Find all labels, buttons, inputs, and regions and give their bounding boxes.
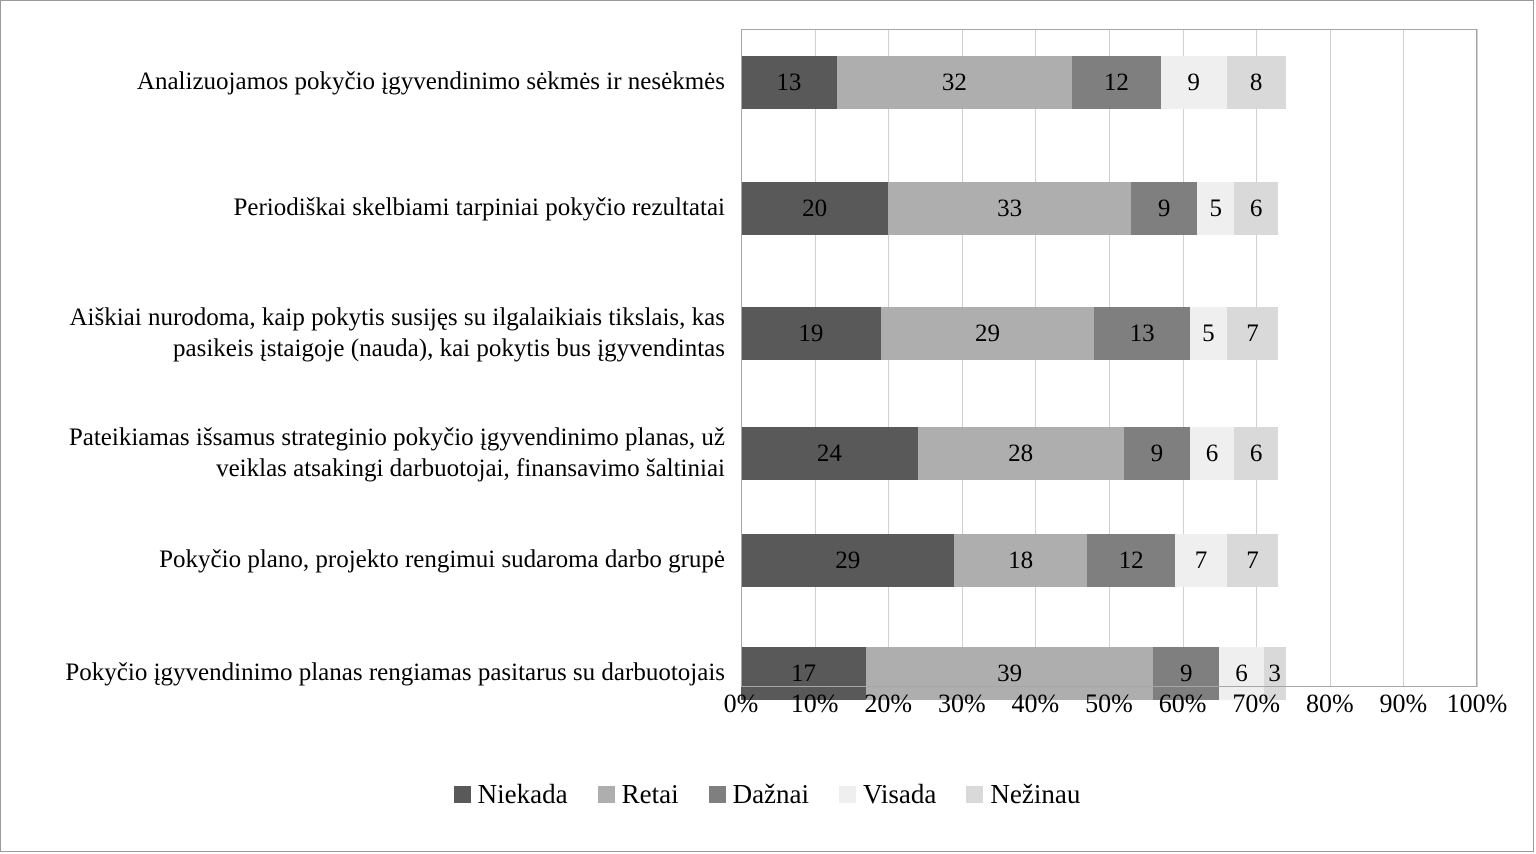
bar-segment: 24 — [741, 427, 918, 480]
x-tick-label: 80% — [1305, 689, 1354, 718]
bar-segment: 8 — [1227, 56, 1286, 109]
legend-item[interactable] — [598, 781, 679, 808]
legend-item[interactable] — [454, 781, 568, 808]
bar-rows — [741, 29, 1477, 687]
bar-segment: 32 — [837, 56, 1073, 109]
bar-segment: 29 — [881, 307, 1094, 360]
legend-label: Dažnai — [732, 779, 810, 809]
x-tick-label: 70% — [1232, 689, 1281, 718]
legend-swatch-icon — [598, 786, 615, 803]
x-tick-label: 60% — [1158, 689, 1207, 718]
bar-segment: 7 — [1175, 534, 1227, 587]
bar-segment: 6 — [1190, 427, 1234, 480]
bar-segment: 29 — [741, 534, 954, 587]
bar-segment: 17 — [741, 647, 866, 700]
category-label: Periodiškai skelbiami tarpiniai pokyčio rezultatai — [233, 194, 725, 221]
x-tick-label: 40% — [1011, 689, 1060, 718]
bar-segment: 39 — [866, 647, 1153, 700]
legend-swatch-icon — [454, 786, 471, 803]
bar-segment: 12 — [1072, 56, 1160, 109]
bar-segment: 6 — [1234, 427, 1278, 480]
category-label: Analizuojamos pokyčio įgyvendinimo sėkmės ir nesėkmės — [136, 68, 725, 95]
bar-segment: 18 — [954, 534, 1086, 587]
bar-row — [741, 56, 1477, 109]
legend-item[interactable] — [709, 781, 809, 808]
bar-segment: 13 — [1094, 307, 1190, 360]
bar-segment: 13 — [741, 56, 837, 109]
bar-row — [741, 534, 1477, 587]
bar-segment: 9 — [1131, 182, 1197, 235]
bar-segment: 3 — [1264, 647, 1286, 700]
plot-area — [741, 29, 1477, 687]
legend-swatch-icon — [966, 786, 983, 803]
legend-label: Niekada — [477, 779, 568, 809]
category-label: Pokyčio įgyvendinimo planas rengiamas pasitarus su darbuotojais — [65, 659, 725, 686]
bar-segment: 9 — [1153, 647, 1219, 700]
bar-segment: 28 — [918, 427, 1124, 480]
category-label: Pateikiamas išsamus strateginio pokyčio įgyvendinimo planas, už veiklas atsakingi darbuotojai, finansavimo šaltiniai — [68, 424, 725, 482]
legend-swatch-icon — [709, 786, 726, 803]
x-tick-label: 10% — [790, 689, 839, 718]
bar-segment: 6 — [1234, 182, 1278, 235]
category-label: Aiškiai nurodoma, kaip pokytis susijęs su ilgalaikiais tikslais, kas pasikeis įstaigoje (nauda), kai pokytis bus įgyvendintas — [69, 304, 725, 362]
bar-segment: 19 — [741, 307, 881, 360]
gridline — [1477, 29, 1478, 687]
bar-segment: 33 — [888, 182, 1131, 235]
legend-label: Nežinau — [990, 779, 1081, 809]
category-label: Pokyčio plano, projekto rengimui sudaroma darbo grupė — [159, 546, 725, 573]
x-tick-label: 100% — [1446, 689, 1508, 718]
bar-row — [741, 427, 1477, 480]
category-axis-labels — [11, 29, 733, 687]
bar-segment: 9 — [1124, 427, 1190, 480]
x-tick-label: 0% — [723, 689, 759, 718]
bar-segment: 5 — [1197, 182, 1234, 235]
legend-item[interactable] — [839, 781, 936, 808]
bar-segment: 9 — [1161, 56, 1227, 109]
bar-row — [741, 182, 1477, 235]
bar-segment: 7 — [1227, 307, 1279, 360]
bar-segment: 7 — [1227, 534, 1279, 587]
x-tick-label: 20% — [864, 689, 913, 718]
bar-segment: 20 — [741, 182, 888, 235]
chart-legend — [1, 781, 1533, 808]
bar-row — [741, 307, 1477, 360]
legend-label: Visada — [863, 779, 937, 809]
x-axis-tick-labels — [723, 689, 1508, 731]
legend-swatch-icon — [839, 786, 856, 803]
x-tick-label: 90% — [1379, 689, 1428, 718]
x-tick-label: 50% — [1085, 689, 1133, 718]
legend-label: Retai — [621, 779, 679, 809]
bar-segment: 6 — [1219, 647, 1263, 700]
legend-item[interactable] — [966, 781, 1080, 808]
x-tick-label: 30% — [937, 689, 986, 718]
bar-segment: 5 — [1190, 307, 1227, 360]
bar-segment: 12 — [1087, 534, 1175, 587]
